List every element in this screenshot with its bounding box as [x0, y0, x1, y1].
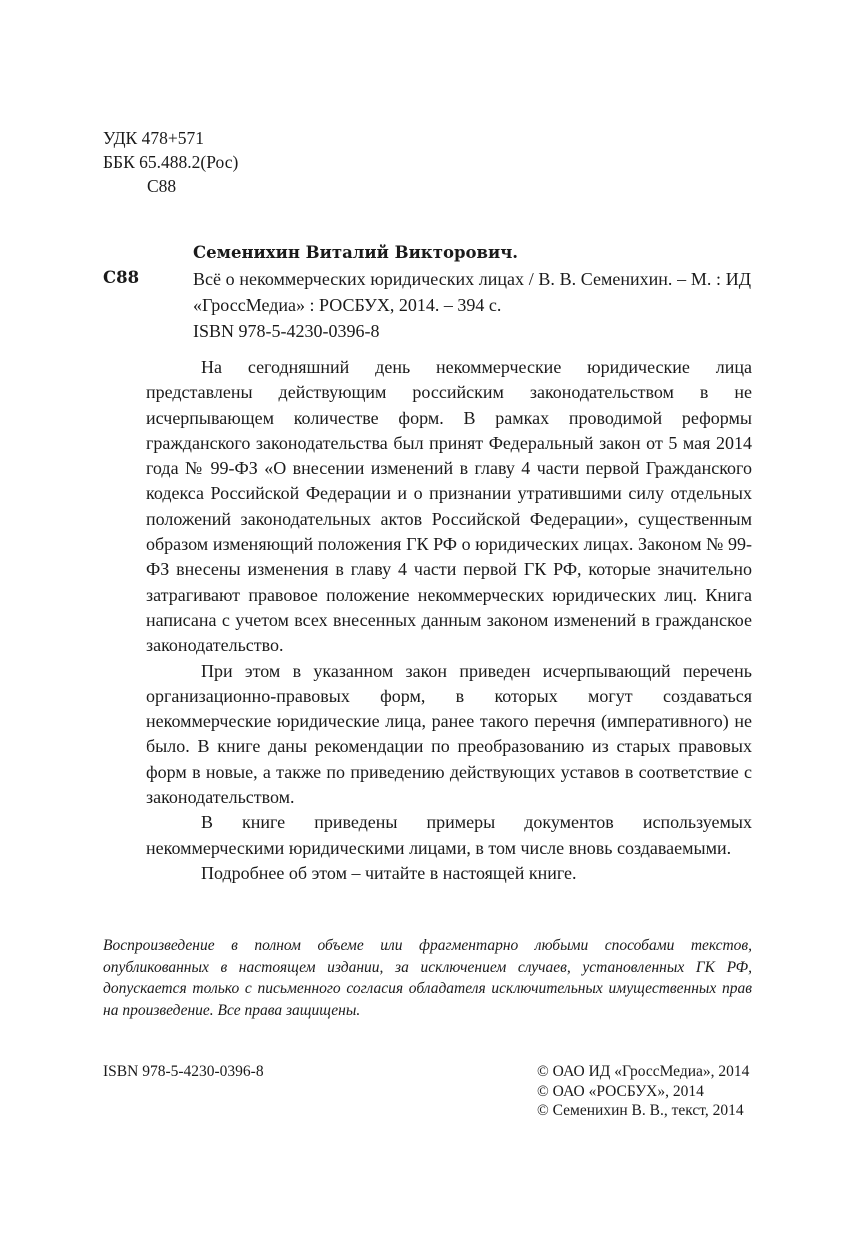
- classification-block: [103, 126, 238, 198]
- rights-line: © ОАО ИД «ГроссМедиа», 2014: [537, 1063, 750, 1080]
- footer-isbn: ISBN 978-5-4230-0396-8: [103, 1063, 264, 1080]
- abstract-paragraph: Подробнее об этом – читайте в настоящей книге.: [201, 862, 577, 883]
- bibliographic-description: [193, 266, 751, 344]
- rights-line: © ОАО «РОСБУХ», 2014: [537, 1082, 704, 1100]
- rights-line: © Семенихин В. В., текст, 2014: [537, 1102, 744, 1119]
- abstract-paragraph: В книге приведены примеры документов используемых некоммерческими юридическими лицами, в том числе вновь создаваемыми.: [146, 812, 752, 858]
- rights-holders: [537, 1062, 749, 1121]
- biblio-isbn: ISBN 978-5-4230-0396-8: [193, 321, 380, 341]
- author-name: Семенихин Виталий Викторович.: [193, 243, 519, 262]
- udk-code: УДК 478+571: [103, 128, 204, 148]
- author-mark: С88: [103, 268, 140, 287]
- abstract-paragraph: При этом в указанном закон приведен исчерпывающий перечень организационно-правовых форм, в которых могут создаваться некоммерческие юридические лица, ранее такого перечня (императивного) не было. В книге даны рекомендации по преобразованию из старых правовых форм в новые, а также по приведению действующих уставов в соответствие с законодательством.: [146, 660, 752, 808]
- biblio-text: Всё о некоммерческих юридических лицах / В. В. Семенихин. – М. : ИД «ГроссМедиа» : РОСБУХ, 2014. – 394 с.: [193, 269, 751, 315]
- author-mark-code: С88: [147, 176, 177, 196]
- copyright-notice: Воспроизведение в полном объеме или фрагментарно любыми способами текстов, опубликованных в настоящем издании, за исключением случаев, установленных ГК РФ, допускается только с письменного согласия обладателя исключительных имущественных прав на произведение. Все права защищены.: [103, 937, 752, 1019]
- bbk-code: ББК 65.488.2(Рос): [103, 152, 239, 172]
- abstract-paragraph: На сегодняшний день некоммерческие юридические лица представлены действующим российским законодательством в не исчерпывающем количестве форм. В рамках проводимой реформы гражданского законодательства был принят Федеральный закон от 5 мая 2014 года № 99-ФЗ «О внесении изменений в главу 4 части первой Гражданского кодекса Российской Федерации и о признании утратившими силу отдельных положений законодательных актов Российской Федерации», существенным образом изменяющий положения ГК РФ о юридических лицах. Законом № 99-ФЗ внесены изменения в главу 4 части первой ГК РФ, которые значительно затрагивают правовое положение некоммерческих юридических лиц. Книга написана с учетом всех внесенных данным законом изменений в гражданское законодательство.: [146, 357, 752, 656]
- abstract: [146, 355, 752, 886]
